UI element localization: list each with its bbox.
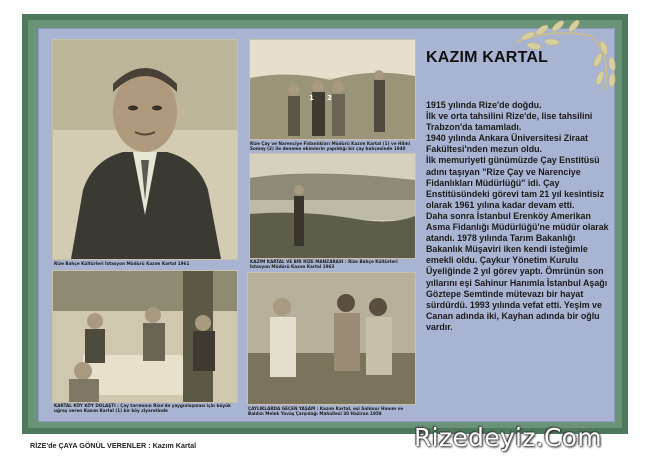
village-photo xyxy=(52,270,238,403)
site-watermark: Rizedeyiz.Com xyxy=(414,423,602,452)
village-caption: KARTAL KÖY KÖY DOLAŞTI : Çay tarımının Rize'de yaygınlaşması için büyük uğraş veren Kazım Kartal (1) bir köy ziyaretinde xyxy=(54,403,231,413)
footer-caption: RİZE'de ÇAYA GÖNÜL VERENLER : Kazım Kartal xyxy=(30,441,197,450)
photo-number-2: 2 xyxy=(327,94,332,102)
landscape-photo xyxy=(249,153,416,259)
landscape-caption: KAZIM KARTAL VE BİR RİZE MANZARASI : Rize Bahçe Kültürleri İstasyon Müdürü Kazım Kartal 1963 xyxy=(250,259,398,269)
tea-garden-photo xyxy=(247,272,416,405)
portrait-photo xyxy=(52,39,238,260)
tea-garden-caption: ÇAYLIKLARDA GEÇEN YAŞAM : Kazım Kartal, eşi Sahinur Hanım ve Baldızı Melek Yavaş Çarşıdağı Mahallesi 30 Haziran 1958 xyxy=(248,406,404,416)
group-field-caption: Rize Çay ve Narenciye Fidanlıkları Müdürü Kazım Kartal (1) ve Hilmi Somay (2) ile deneme ekimlerin yapıldığı bir çay bahçesinde 1940 xyxy=(250,141,411,151)
portrait-caption: Rize Bahçe Kültürleri İstasyon Müdürü Kazım Kartal 1961 xyxy=(54,261,190,266)
photo-number-1: 1 xyxy=(309,94,314,102)
page-title: KAZIM KARTAL xyxy=(426,49,549,66)
group-field-photo xyxy=(249,39,416,140)
biography-text: 1915 yılında Rize'de doğdu. İlk ve orta tahsilini Rize'de, lise tahsilini Trabzon'da tamamladı. 1940 yılında Ankara Üniversitesi Ziraat Fakültesi'nden mezun oldu. İlk memuriyeti günümüzde Çay Enstitüsü adını taşıyan "Rize Çay ve Narenciye Fidanlıkları Müdürlüğü" idi. Çay Enstitüsündeki görevi tam 21 yıl kesintisiz olarak 1961 yılına kadar devam etti. Daha sonra İstanbul Erenköy Amerikan Asma Fidanlığı Müdürlüğü'ne müdür olarak atandı. 1978 yılında Tarım Bakanlığı Bakanlık Müşaviri iken kendi isteğimle emekli oldu. Çaykur Yönetim Kurulu Üyeliğinde 2 yıl görev yaptı. Ömrünün son yıllarını eşi Sahinur Hanımla İstanbul Aşağı Göztepe Semtinde mütevazı bir hayat sürdürdü. 1993 yılında vefat etti. Yeşim ve Canan adında iki, Kayhan adında bir oğlu vardır. xyxy=(426,100,609,332)
